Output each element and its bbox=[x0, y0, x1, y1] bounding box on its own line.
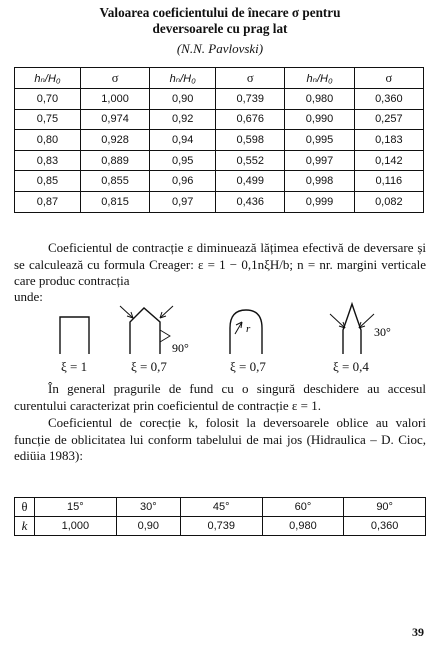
table-cell: 0,90 bbox=[116, 517, 180, 536]
paragraph-bottom-sills: În general pragurile de fund cu o singură deschidere au accesul curentului caracterizat prin coeficientul de contracție ε = 1. bbox=[14, 381, 426, 413]
page-number: 39 bbox=[412, 625, 424, 639]
row-header-theta: θ bbox=[15, 498, 35, 517]
header-cell: hₙ/H₀ bbox=[150, 68, 216, 89]
table-cell: 0,96 bbox=[150, 171, 216, 192]
table-cell: 0,257 bbox=[354, 109, 423, 130]
header-cell: σ bbox=[354, 68, 423, 89]
table-cell: 0,75 bbox=[15, 109, 81, 130]
title-line-1: Valoarea coeficientului de înecare σ pentru bbox=[99, 5, 341, 20]
table-cell: 0,92 bbox=[150, 109, 216, 130]
angle-90-label: 90° bbox=[172, 341, 189, 355]
xi-value-rectangular: ξ = 1 bbox=[61, 359, 88, 374]
table-cell: 0,183 bbox=[354, 130, 423, 151]
table-cell: 0,97 bbox=[150, 191, 216, 212]
table-cell: 0,082 bbox=[354, 191, 423, 212]
beveled-90-edge-shape bbox=[120, 306, 173, 354]
table-cell: 0,990 bbox=[285, 109, 354, 130]
header-cell: hₙ/H₀ bbox=[15, 68, 81, 89]
table-cell: 15° bbox=[35, 498, 117, 517]
table-cell: 0,980 bbox=[262, 517, 344, 536]
sharp-30-edge-shape bbox=[330, 304, 374, 354]
table-cell: 0,889 bbox=[80, 150, 149, 171]
radius-label: r bbox=[246, 323, 251, 335]
table-cell: 0,436 bbox=[216, 191, 285, 212]
header-cell: σ bbox=[216, 68, 285, 89]
table-cell: 0,999 bbox=[285, 191, 354, 212]
table-cell: 0,552 bbox=[216, 150, 285, 171]
table-cell: 0,974 bbox=[80, 109, 149, 130]
table-cell: 30° bbox=[116, 498, 180, 517]
table-cell: 0,94 bbox=[150, 130, 216, 151]
rectangular-edge-shape bbox=[60, 317, 89, 354]
table-cell: 0,928 bbox=[80, 130, 149, 151]
unde-label: unde: bbox=[14, 289, 43, 304]
table-cell: 0,80 bbox=[15, 130, 81, 151]
table-cell: 1,000 bbox=[80, 89, 149, 110]
table-cell: 0,739 bbox=[216, 89, 285, 110]
paragraph-correction-coefficient: Coeficientul de corecție k, folosit la deversoarele oblice au valori funcție de oblicitatea lui conform tabelului de mai jos (Hidraulica – D. Cioc, ediüia 1983): bbox=[14, 415, 426, 463]
table-cell: 0,83 bbox=[15, 150, 81, 171]
table-cell: 0,87 bbox=[15, 191, 81, 212]
table-cell: 0,360 bbox=[354, 89, 423, 110]
xi-value-sharp: ξ = 0,4 bbox=[333, 359, 369, 374]
table-cell: 0,995 bbox=[285, 130, 354, 151]
table-cell: 0,997 bbox=[285, 150, 354, 171]
title-line-2: deversoarele cu prag lat bbox=[152, 21, 288, 36]
paragraph-contraction: Coeficientul de contracție ε diminuează lățimea efectivă de deversare și se calculează cu formula Creager: ε = 1 − 0,1nξH/b; n = nr. margini verticale care produc contracția bbox=[14, 240, 426, 288]
xi-value-beveled: ξ = 0,7 bbox=[131, 359, 167, 374]
table-cell: 0,85 bbox=[15, 171, 81, 192]
author-attribution: (N.N. Pavlovski) bbox=[176, 41, 264, 56]
sigma-coefficient-table bbox=[14, 67, 424, 213]
table-header-row bbox=[15, 68, 424, 89]
table-row bbox=[15, 517, 426, 536]
table-row bbox=[15, 89, 424, 110]
table-cell: 45° bbox=[180, 498, 262, 517]
header-cell: σ bbox=[80, 68, 149, 89]
table-cell: 0,142 bbox=[354, 150, 423, 171]
table-row bbox=[15, 171, 424, 192]
table-cell: 60° bbox=[262, 498, 344, 517]
table-row bbox=[15, 130, 424, 151]
header-cell: hₙ/H₀ bbox=[285, 68, 354, 89]
table-cell: 0,598 bbox=[216, 130, 285, 151]
table-row bbox=[15, 109, 424, 130]
table-cell: 0,90 bbox=[150, 89, 216, 110]
table-cell: 1,000 bbox=[35, 517, 117, 536]
table-cell: 90° bbox=[344, 498, 426, 517]
table-cell: 0,360 bbox=[344, 517, 426, 536]
table-row bbox=[15, 150, 424, 171]
k-coefficient-table bbox=[14, 497, 426, 536]
table-cell: 0,855 bbox=[80, 171, 149, 192]
table-cell: 0,116 bbox=[354, 171, 423, 192]
table-cell: 0,815 bbox=[80, 191, 149, 212]
row-header-k: k bbox=[15, 517, 35, 536]
angle-30-label: 30° bbox=[374, 325, 391, 339]
table-cell: 0,739 bbox=[180, 517, 262, 536]
table-cell: 0,676 bbox=[216, 109, 285, 130]
table-cell: 0,70 bbox=[15, 89, 81, 110]
table-cell: 0,499 bbox=[216, 171, 285, 192]
table-cell: 0,95 bbox=[150, 150, 216, 171]
table-row bbox=[15, 191, 424, 212]
table-row bbox=[15, 498, 426, 517]
table-cell: 0,980 bbox=[285, 89, 354, 110]
edge-shape-diagrams bbox=[0, 300, 440, 360]
table-cell: 0,998 bbox=[285, 171, 354, 192]
xi-value-rounded: ξ = 0,7 bbox=[230, 359, 266, 374]
